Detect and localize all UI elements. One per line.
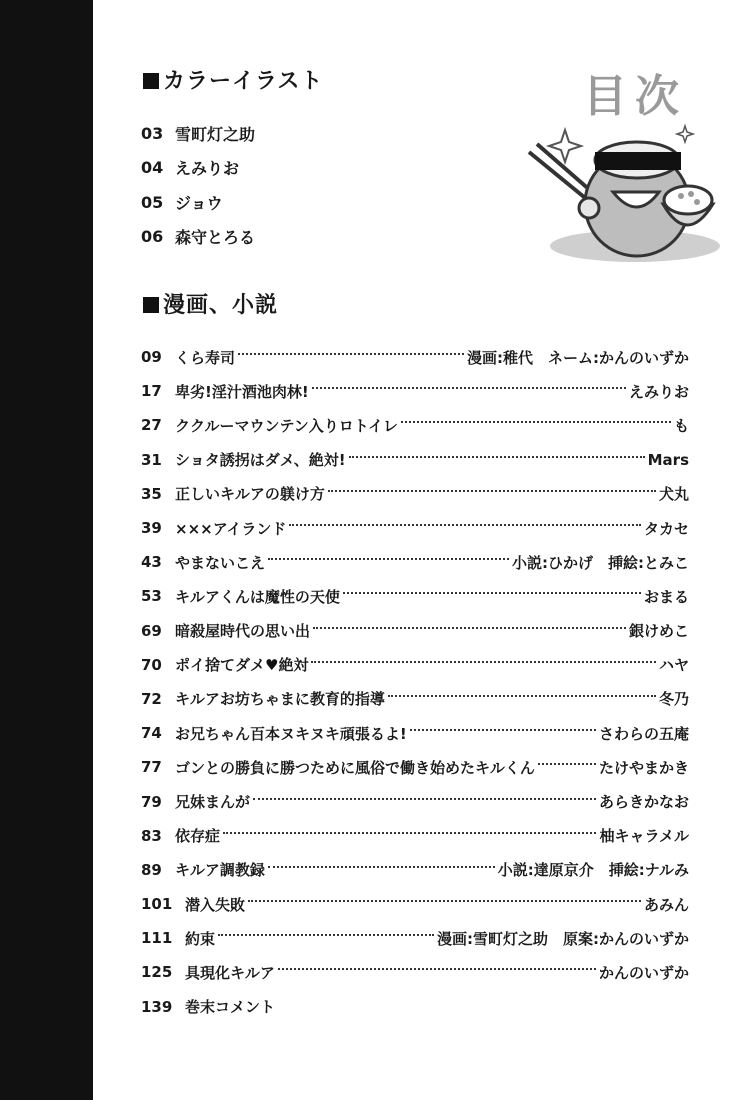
square-bullet-icon xyxy=(143,73,159,89)
entry-credit: 銀けめこ xyxy=(628,622,689,641)
toc-entry xyxy=(141,443,689,477)
entry-credit: ハヤ xyxy=(658,656,689,675)
section-heading-manga-novels xyxy=(143,288,278,319)
page-title: 目次 xyxy=(583,71,687,122)
page-number: 43 xyxy=(141,553,162,572)
entry-title: ショタ誘拐はダメ、絶対! xyxy=(175,451,346,470)
page-number: 09 xyxy=(141,348,162,367)
toc-entry xyxy=(141,545,689,579)
section-heading-text: 漫画、小説 xyxy=(163,293,279,318)
entry-title: キルアくんは魔性の天使 xyxy=(175,587,340,606)
page-number: 139 xyxy=(141,997,173,1016)
leader-dots xyxy=(289,524,641,526)
leader-dots xyxy=(218,934,434,936)
leader-dots xyxy=(268,558,509,560)
page-number: 72 xyxy=(141,689,162,708)
page-number: 70 xyxy=(141,655,162,674)
page-number: 27 xyxy=(141,416,162,435)
page-number: 17 xyxy=(141,382,162,401)
page-number: 83 xyxy=(141,826,162,845)
entry-credit: 漫画:雪町灯之助 原案:かんのいずか xyxy=(437,929,689,948)
page-number: 06 xyxy=(141,227,164,247)
list-item xyxy=(141,185,441,220)
page-number: 04 xyxy=(141,158,164,178)
toc-entry xyxy=(141,579,689,613)
page-number: 77 xyxy=(141,758,162,777)
page-number: 05 xyxy=(141,192,164,212)
page-number: 79 xyxy=(141,792,162,811)
entry-title: ククルーマウンテン入りロトイレ xyxy=(175,416,399,435)
toc-entry xyxy=(141,716,689,750)
entry-credit: たけやまかき xyxy=(598,758,689,777)
entry-credit: さわらの五庵 xyxy=(598,724,689,743)
toc-entry xyxy=(141,511,689,545)
list-item xyxy=(141,116,441,151)
heart-icon: ♥ xyxy=(265,656,279,675)
entry-credit: も xyxy=(673,416,689,435)
entry-title: ゴンとの勝負に勝つために風俗で働き始めたキルくん xyxy=(175,758,535,777)
entry-title: 具現化キルア xyxy=(185,963,275,982)
leader-dots xyxy=(253,798,596,800)
leader-dots xyxy=(223,832,596,834)
leader-dots xyxy=(238,353,464,355)
entry-title-part: 絶対 xyxy=(278,656,309,675)
entry-title: 正しいキルアの躾け方 xyxy=(175,485,325,504)
toc-entry xyxy=(141,648,689,682)
toc-entry xyxy=(141,477,689,511)
leader-dots xyxy=(349,456,645,458)
entry-title: くら寿司 xyxy=(175,348,236,367)
entry-title xyxy=(175,654,308,675)
entry-title: 暗殺屋時代の思い出 xyxy=(175,622,311,641)
entry-credit: 冬乃 xyxy=(658,690,689,709)
page-number: 125 xyxy=(141,963,173,982)
leader-dots xyxy=(343,592,641,594)
entry-credit: Mars xyxy=(647,450,689,469)
entry-title: 潜入失敗 xyxy=(185,895,246,914)
toc-entry xyxy=(141,955,689,989)
toc-entry xyxy=(141,340,689,374)
toc-entry xyxy=(141,750,689,784)
artist-name: 雪町灯之助 xyxy=(175,124,256,144)
page-number: 74 xyxy=(141,724,162,743)
entry-title: お兄ちゃん百本ヌキヌキ頑張るよ! xyxy=(175,724,407,743)
entry-credit: 犬丸 xyxy=(658,485,689,504)
page-number: 35 xyxy=(141,484,162,503)
entry-title: ×××アイランド xyxy=(175,519,287,538)
section-heading-text: カラーイラスト xyxy=(163,69,324,94)
leader-dots xyxy=(278,968,596,970)
leader-dots xyxy=(401,421,671,423)
toc-entry xyxy=(141,990,689,1024)
page-number: 111 xyxy=(141,929,173,948)
contents-list xyxy=(141,340,689,1024)
page-number: 31 xyxy=(141,450,162,469)
entry-credit: かんのいずか xyxy=(598,963,689,982)
toc-entry xyxy=(141,819,689,853)
leader-dots xyxy=(410,729,596,731)
entry-credit: おまる xyxy=(643,587,689,606)
entry-title: 巻末コメント xyxy=(185,998,276,1017)
entry-credit: 漫画:稚代 ネーム:かんのいずか xyxy=(467,348,689,367)
mascot-eating-rice-illustration xyxy=(525,118,725,268)
artist-name: ジョウ xyxy=(175,193,223,213)
entry-credit: あみん xyxy=(643,895,689,914)
list-item xyxy=(141,151,441,186)
entry-title: 依存症 xyxy=(175,827,221,846)
entry-credit: 小説:ひかげ 挿絵:とみこ xyxy=(512,553,689,572)
entry-title: キルア調教録 xyxy=(175,861,265,880)
leader-dots xyxy=(313,627,626,629)
leader-dots xyxy=(388,695,656,697)
entry-title: キルアお坊ちゃまに教育的指導 xyxy=(175,690,385,709)
toc-entry xyxy=(141,853,689,887)
leader-dots xyxy=(328,490,656,492)
color-illustration-list xyxy=(141,116,441,254)
table-of-contents-page xyxy=(93,0,739,1100)
page-number: 03 xyxy=(141,123,164,143)
page-number: 101 xyxy=(141,895,173,914)
artist-name: 森守とろる xyxy=(175,228,256,248)
entry-title-part: ポイ捨てダメ xyxy=(175,656,266,675)
leader-dots xyxy=(538,763,596,765)
list-item xyxy=(141,220,441,255)
entry-title: 約束 xyxy=(185,929,216,948)
leader-dots xyxy=(248,900,641,902)
page-number: 39 xyxy=(141,519,162,538)
toc-entry xyxy=(141,784,689,818)
toc-entry xyxy=(141,374,689,408)
toc-entry xyxy=(141,408,689,442)
page-number: 69 xyxy=(141,621,162,640)
entry-credit: 小説:達原京介 挿絵:ナルみ xyxy=(497,861,689,880)
section-heading-color-illustrations xyxy=(143,64,323,95)
entry-title: 卑劣!淫汁酒池肉林! xyxy=(175,382,309,401)
entry-title: やまないこえ xyxy=(175,553,266,572)
entry-credit: えみりお xyxy=(628,382,689,401)
page-number: 89 xyxy=(141,860,162,879)
toc-entry xyxy=(141,921,689,955)
page-number: 53 xyxy=(141,587,162,606)
toc-entry xyxy=(141,614,689,648)
entry-credit: 柚キャラメル xyxy=(599,827,689,846)
square-bullet-icon xyxy=(143,297,159,313)
entry-title: 兄妹まんが xyxy=(175,793,251,812)
entry-credit: あらきかなお xyxy=(598,793,689,812)
toc-entry xyxy=(141,682,689,716)
leader-dots xyxy=(312,387,626,389)
toc-entry xyxy=(141,887,689,921)
leader-dots xyxy=(268,866,495,868)
binding-spine xyxy=(0,0,93,1100)
artist-name: えみりお xyxy=(175,159,240,179)
entry-credit: タカセ xyxy=(643,519,689,538)
leader-dots xyxy=(311,661,656,663)
